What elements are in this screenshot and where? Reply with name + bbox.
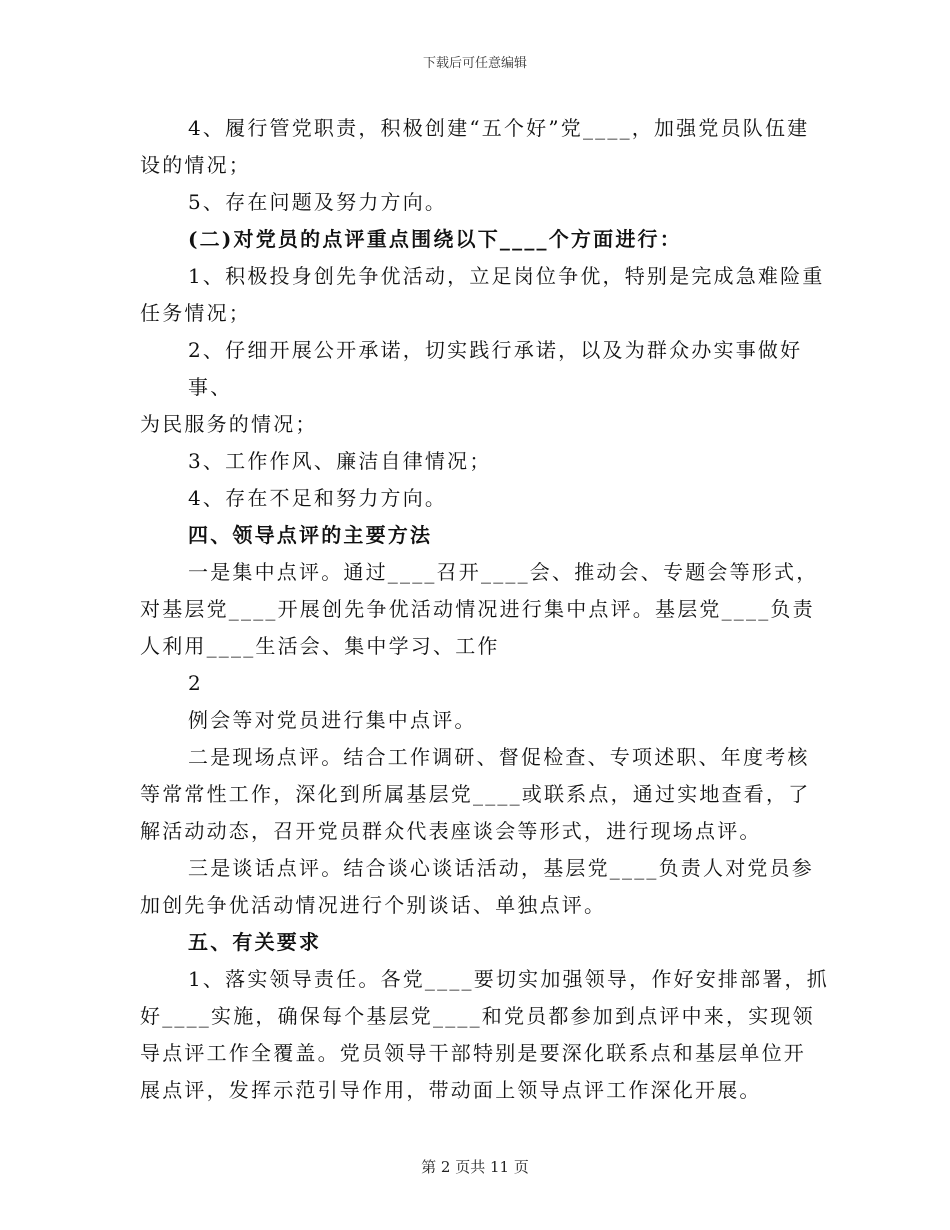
text-line: 1、积极投身创先争优活动，立足岗位争优，特别是完成急难险重 [188, 264, 825, 288]
paragraph [140, 665, 830, 702]
paragraph [140, 739, 830, 850]
text-line: (二)对党员的点评重点围绕以下____个方面进行： [188, 227, 682, 251]
paragraph [140, 184, 830, 221]
section-heading [140, 517, 830, 554]
section-heading [140, 924, 830, 961]
text-line: 好____实施，确保每个基层党____和党员都参加到点评中来，实现领 [140, 1004, 815, 1028]
text-line: 导点评工作全覆盖。党员领导干部特别是要深化联系点和基层单位开 [140, 1041, 806, 1065]
text-line: 展点评，发挥示范引导作用，带动面上领导点评工作深化开展。 [140, 1078, 762, 1102]
text-line: 三是谈话点评。结合谈心谈话活动，基层党____负责人对党员参 [188, 856, 814, 880]
paragraph [140, 702, 830, 739]
paragraph [140, 850, 830, 924]
text-line: 人利用____生活会、集中学习、工作 [140, 634, 500, 658]
text-line: 等常常性工作，深化到所属基层党____或联系点，通过实地查看，了 [140, 782, 811, 806]
page-header: 下载后可任意编辑 [422, 56, 527, 71]
text-line: 2、仔细开展公开承诺，切实践行承诺，以及为群众办实事做好事、 [188, 338, 803, 399]
text-line: 二是现场点评。结合工作调研、督促检查、专项述职、年度考核 [188, 745, 810, 769]
text-line: 5、存在问题及努力方向。 [188, 190, 448, 214]
section-heading [140, 221, 830, 258]
paragraph [140, 961, 830, 1109]
paragraph [140, 443, 830, 480]
text-line: 4、履行管党职责，积极创建“五个好”党____，加强党员队伍建 [188, 116, 810, 140]
page-footer: 第 2 页共 11 页 [421, 1158, 529, 1176]
text-line: 一是集中点评。通过____召开____会、推动会、专题会等形式， [188, 560, 819, 584]
text-line: 解活动动态，召开党员群众代表座谈会等形式，进行现场点评。 [140, 819, 762, 843]
text-line: 为民服务的情况； [140, 412, 318, 436]
paragraph [140, 480, 830, 517]
paragraph [140, 332, 830, 443]
text-line: 任务情况； [140, 301, 251, 325]
paragraph [140, 258, 830, 332]
text-line: 1、落实领导责任。各党____要切实加强领导，作好安排部署，抓 [188, 967, 829, 991]
text-line: 4、存在不足和努力方向。 [188, 486, 448, 510]
paragraph [140, 554, 830, 665]
text-line: 加创先争优活动情况进行个别谈话、单独点评。 [140, 893, 607, 917]
text-line: 对基层党____开展创先争优活动情况进行集中点评。基层党____负责 [140, 597, 815, 621]
text-line: 3、工作作风、廉洁自律情况； [188, 449, 492, 473]
text-line: 例会等对党员进行集中点评。 [188, 708, 477, 732]
text-line: 五、有关要求 [188, 930, 322, 954]
paragraph [140, 110, 830, 184]
text-line: 四、领导点评的主要方法 [188, 523, 433, 547]
text-line: 设的情况； [140, 153, 251, 177]
document-body [140, 110, 830, 1109]
text-line: 2 [188, 671, 203, 695]
